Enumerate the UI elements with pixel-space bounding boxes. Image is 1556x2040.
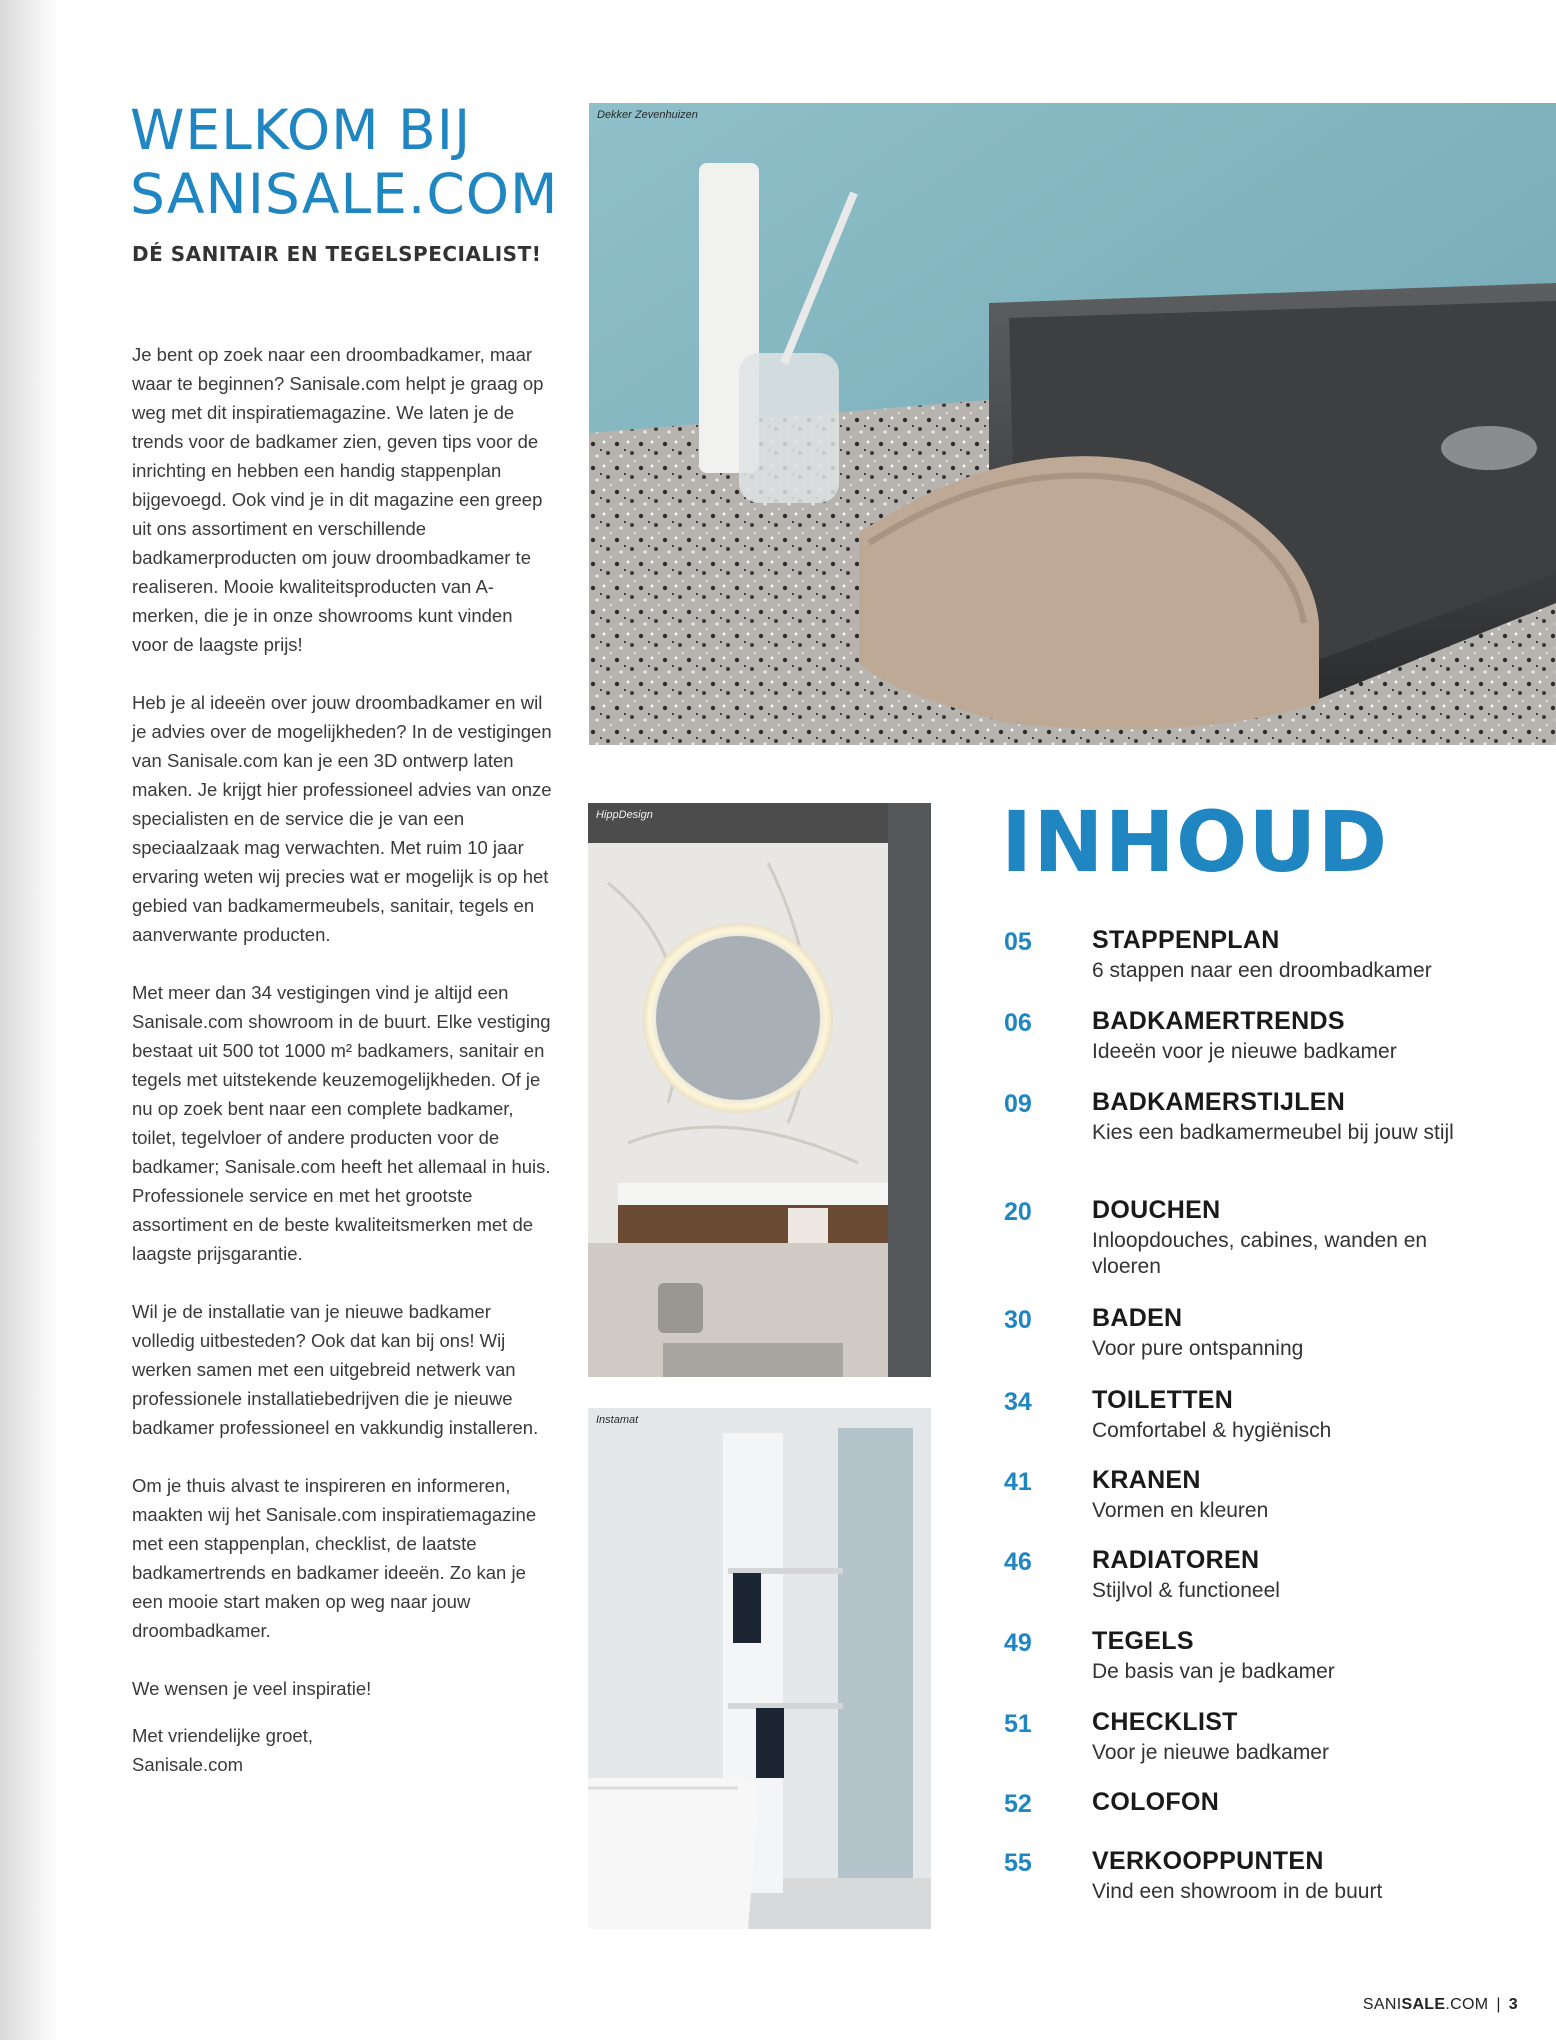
page-number: 3	[1508, 1996, 1518, 2013]
vanity-illustration	[588, 803, 931, 1377]
basin-illustration	[589, 103, 1556, 745]
toc-item-title: TOILETTEN	[1092, 1386, 1234, 1414]
page-footer	[1363, 1996, 1518, 2014]
toc-item-description: Comfortabel & hygiënisch	[1092, 1419, 1332, 1442]
toc-item-description: Vind een showroom in de buurt	[1092, 1880, 1383, 1903]
toc-item-title: BADEN	[1092, 1304, 1183, 1332]
toc-item-description: Stijlvol & functioneel	[1092, 1579, 1280, 1602]
footer-brand	[1363, 1996, 1488, 2013]
toc-item-description: 6 stappen naar een droombadkamer	[1092, 959, 1432, 982]
toc-item-title: DOUCHEN	[1092, 1196, 1221, 1224]
vanity-photo	[588, 803, 931, 1377]
welcome-title-line1: WELKOM BIJ	[130, 98, 472, 162]
toc-item-title: STAPPENPLAN	[1092, 926, 1280, 954]
toc-item-title: COLOFON	[1092, 1788, 1220, 1816]
intro-text	[132, 340, 552, 1808]
intro-paragraph: Wil je de installatie van je nieuwe badkamer volledig uitbesteden? Ook dat kan bij ons! Wij werken samen met een uitgebreid netwerk van professionele installatiebedrijven die je nieuwe badkamer professioneel en vakkundig installeren.	[132, 1301, 539, 1438]
basin-photo-credit: Dekker Zevenhuizen	[597, 109, 698, 121]
toc-page-number: 51	[1004, 1710, 1032, 1738]
toc-item-title: BADKAMERTRENDS	[1092, 1007, 1345, 1035]
toc-page-number: 55	[1004, 1849, 1032, 1877]
welcome-title-line2: SANISALE.COM	[130, 162, 559, 226]
vanity-photo-credit: HippDesign	[596, 809, 653, 821]
toc-item-title: TEGELS	[1092, 1627, 1194, 1655]
footer-brand-pre: SANI	[1362, 1996, 1402, 2013]
basin-photo	[589, 103, 1556, 745]
toc-page-number: 30	[1004, 1306, 1032, 1334]
toc-page-number: 20	[1004, 1198, 1032, 1226]
toc-page-number: 49	[1004, 1629, 1032, 1657]
intro-paragraph: Heb je al ideeën over jouw droombadkamer en wil je advies over de mogelijkheden? In de vestigingen van Sanisale.com kan je een 3D ontwerp laten maken. Je krijgt hier professioneel advies van onze specialisten en de service die je van een speciaalzaak mag verwachten. Met ruim 10 jaar ervaring weten wij precies wat er mogelijk is op het gebied van badkamermeubels, sanitair, tegels en aanverwante producten.	[132, 692, 552, 945]
toc-page-number: 05	[1004, 928, 1032, 956]
toc-page-number: 46	[1004, 1548, 1032, 1576]
page-gutter-shadow	[0, 0, 60, 2040]
footer-brand-post: .COM	[1445, 1996, 1489, 2013]
toc-heading: INHOUD	[1001, 793, 1389, 891]
toc-item-description: Vormen en kleuren	[1092, 1499, 1269, 1522]
toc-page-number: 41	[1004, 1468, 1032, 1496]
toc-item-title: BADKAMERSTIJLEN	[1092, 1088, 1346, 1116]
welcome-subtitle: DÉ SANITAIR EN TEGELSPECIALIST!	[132, 242, 542, 266]
toc-item-description: Voor je nieuwe badkamer	[1092, 1741, 1329, 1764]
toc-item-description: Voor pure ontspanning	[1092, 1337, 1304, 1360]
intro-signature: Met vriendelijke groet, Sanisale.com	[132, 1725, 313, 1775]
toc-page-number: 06	[1004, 1009, 1032, 1037]
toc-item-title: VERKOOPPUNTEN	[1092, 1847, 1324, 1875]
footer-brand-bold: SALE	[1401, 1996, 1446, 2013]
radiator-photo	[588, 1408, 931, 1929]
radiator-illustration	[588, 1408, 931, 1929]
toc-item-description: Inloopdouches, cabines, wanden en vloeren	[1092, 1229, 1428, 1278]
toc-item-title: RADIATOREN	[1092, 1546, 1260, 1574]
intro-closing: We wensen je veel inspiratie!	[132, 1678, 372, 1699]
toc-item-description: Ideeën voor je nieuwe badkamer	[1092, 1040, 1397, 1063]
intro-paragraph: Om je thuis alvast te inspireren en informeren, maakten wij het Sanisale.com inspiratiemagazine met een stappenplan, checklist, de laatste badkamertrends en badkamer ideeën. Zo kan je een mooie start maken op weg naar jouw droombadkamer.	[132, 1475, 537, 1641]
welcome-title	[130, 98, 570, 226]
toc-page-number: 52	[1004, 1790, 1032, 1818]
toc-item-title: CHECKLIST	[1092, 1708, 1238, 1736]
toc-page-number: 34	[1004, 1388, 1032, 1416]
toc-item-title: KRANEN	[1092, 1466, 1201, 1494]
intro-paragraph: Je bent op zoek naar een droombadkamer, maar waar te beginnen? Sanisale.com helpt je graag op weg met dit inspiratiemagazine. We laten je de trends voor de badkamer zien, geven tips voor de inrichting en hebben een handig stappenplan bijgevoegd. Ook vind je in dit magazine een greep uit ons assortiment en verschillende badkamerproducten om jouw droombadkamer te realiseren. Mooie kwaliteitsproducten van A-merken, die je in onze showrooms kunt vinden voor de laagste prijs!	[132, 344, 544, 655]
intro-paragraph: Met meer dan 34 vestigingen vind je altijd een Sanisale.com showroom in de buurt. Elke vestiging bestaat uit 500 tot 1000 m² badkamers, sanitair en tegels met uitstekende keuzemogelijkheden. Of je nu op zoek bent naar een complete badkamer, toilet, tegelvloer of andere producten voor de badkamer; Sanisale.com heeft het allemaal in huis. Professionele service en met het grootste assortiment en de beste kwaliteitsmerken met de laagste prijsgarantie.	[132, 982, 551, 1264]
toc-item-description: De basis van je badkamer	[1092, 1660, 1335, 1683]
toc-item-description: Kies een badkamermeubel bij jouw stijl	[1092, 1121, 1454, 1144]
toc-page-number: 09	[1004, 1090, 1032, 1118]
radiator-photo-credit: Instamat	[596, 1414, 639, 1426]
footer-separator: |	[1496, 1996, 1501, 2013]
